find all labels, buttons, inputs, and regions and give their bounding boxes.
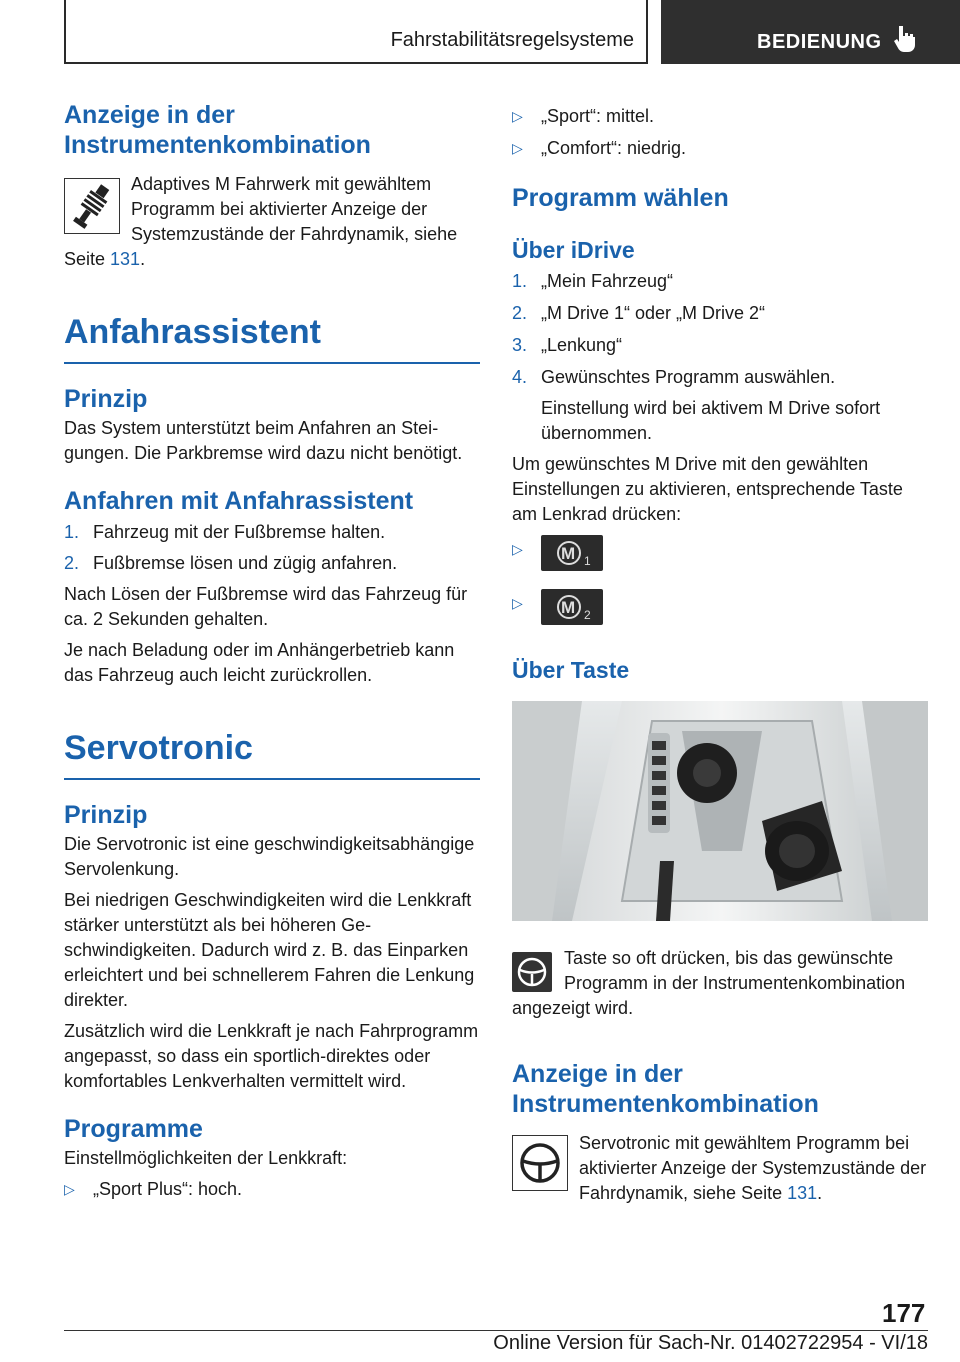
shock-absorber-icon [64, 178, 120, 234]
triangle-bullet-icon: ▷ [512, 595, 523, 611]
list-item: 1. Fahrzeug mit der Fußbremse halten. [64, 522, 386, 542]
list-item: ▷ „Sport“: mittel. [512, 104, 928, 129]
mdrive-buttons-list [512, 535, 928, 625]
page-link-131-right[interactable]: 131 [787, 1183, 818, 1203]
taste-text: Taste so oft drücken, bis das gewünschte Programm in der Instrumentenkombination angezeigt wird. [512, 948, 906, 1018]
programme-list-right [512, 104, 928, 161]
adaptive-text: Adaptives M Fahrwerk mit gewähltem Programm bei aktivierter Anzeige der Systemzustände der Fahrdynamik, siehe Seite 131. [64, 174, 458, 269]
heading-prinzip-1: Prinzip [64, 385, 148, 413]
header-chapter-box [661, 0, 960, 64]
page-number: 177 [882, 1298, 926, 1328]
header-section-box [64, 0, 648, 64]
footer-rule [64, 1330, 928, 1331]
footer-online-version: Online Version für Sach-Nr. 01402722954 - VI/18 [493, 1332, 928, 1354]
heading-ueber-taste: Über Taste [512, 657, 630, 683]
programme-list-left [64, 1177, 480, 1202]
heading-programm-waehlen: Programm wählen [512, 184, 729, 212]
servo-para-3: Zusätzlich wird die Lenkkraft je nach Fahrprogramm angepasst, so dass ein sportlich-direktes oder komfortables Lenkverhalten vermittelt wird. [64, 1021, 479, 1091]
info-block-servotronic [512, 1131, 928, 1206]
prinzip-1-text: Das System unterstützt beim Anfahren an Steigungen. Die Parkbremse wird dazu nicht benötigt. [64, 418, 463, 463]
list-item: 1. „Mein Fahrzeug“ [512, 271, 674, 291]
left-column [64, 100, 480, 1202]
triangle-bullet-icon: ▷ [64, 1181, 75, 1197]
heading-anfahrassistent: Anfahrassistent [64, 313, 321, 351]
triangle-bullet-icon: ▷ [512, 108, 523, 124]
header-section-title: Fahrstabilitätsregelsysteme [390, 29, 634, 51]
heading-ueber-idrive: Über iDrive [512, 237, 635, 263]
triangle-bullet-icon: ▷ [512, 140, 523, 156]
heading-anfahren-mit: Anfahren mit Anfahrassistent [64, 487, 414, 515]
list-item: 2. „M Drive 1“ oder „M Drive 2“ [512, 303, 766, 323]
list-item: ▷ „Comfort“: niedrig. [512, 136, 928, 161]
header-chapter-title: BEDIENUNG [757, 31, 882, 53]
list-item [512, 589, 928, 625]
list-item: 4. Gewünschtes Programm auswählen. [512, 367, 836, 387]
list-item: 2. Fußbremse lösen und zügig anfahren. [64, 553, 398, 573]
steering-wheel-icon [512, 952, 552, 992]
servo-para-1: Die Servotronic ist eine geschwindigkeitsabhängige Servolenkung. [64, 834, 475, 879]
rule-anfahrassistent [64, 362, 480, 364]
anfahren-para-2: Je nach Beladung oder im Anhängerbetrieb kann das Fahrzeug auch leicht zurückrollen. [64, 640, 455, 685]
triangle-bullet-icon: ▷ [512, 541, 523, 557]
mdrive-text: Um gewünschtes M Drive mit den gewählten Einstellungen zu aktivieren, entsprechende Taste am Lenkrad drücken: [512, 454, 903, 524]
idrive-note: Einstellung wird bei aktivem M Drive sofort übernommen. [541, 398, 881, 443]
heading-servotronic: Servotronic [64, 729, 253, 767]
idrive-steps-list [512, 269, 928, 390]
heading-prinzip-2: Prinzip [64, 801, 148, 829]
hand-pointer-icon [891, 24, 919, 57]
list-item: ▷ „Sport Plus“: hoch. [64, 1177, 480, 1202]
programme-intro: Einstellmöglichkeiten der Lenkkraft: [64, 1148, 348, 1168]
rule-servotronic [64, 778, 480, 780]
list-item: 3. „Lenkung“ [512, 335, 623, 355]
page-link-131-left[interactable]: 131 [110, 249, 141, 269]
servo-para-2: Bei niedrigen Geschwindigkeiten wird die Lenkkraft stärker unterstützt als bei höheren Geschwindigkeiten. Dadurch wird z. B. das Einparken erleichtert und bei schnellerem Fahren die Lenkung direkter. [64, 890, 475, 1010]
list-item [512, 535, 928, 571]
heading-anzeige-left: Anzeige in der Instrumentenkombination [64, 101, 371, 159]
anfahren-steps-list [64, 520, 480, 576]
center-console-photo [512, 701, 928, 926]
right-column [512, 100, 928, 1206]
heading-anzeige-right: Anzeige in der Instrumentenkombination [512, 1060, 819, 1118]
info-block-taste [512, 946, 928, 1021]
anfahren-para-1: Nach Lösen der Fußbremse wird das Fahrzeug für ca. 2 Sekunden gehalten. [64, 584, 468, 629]
m-drive-2-button-image: M 2 [541, 589, 603, 625]
steering-wheel-outline-icon [512, 1135, 568, 1191]
m-drive-1-button-image: M 1 [541, 535, 603, 571]
info-block-adaptive [64, 172, 480, 272]
servotronic-anzeige-text: Servotronic mit gewähltem Programm bei aktivierter Anzeige der Systemzustände der Fahrdynamik, siehe Seite 131. [579, 1133, 927, 1203]
heading-programme: Programme [64, 1115, 203, 1143]
